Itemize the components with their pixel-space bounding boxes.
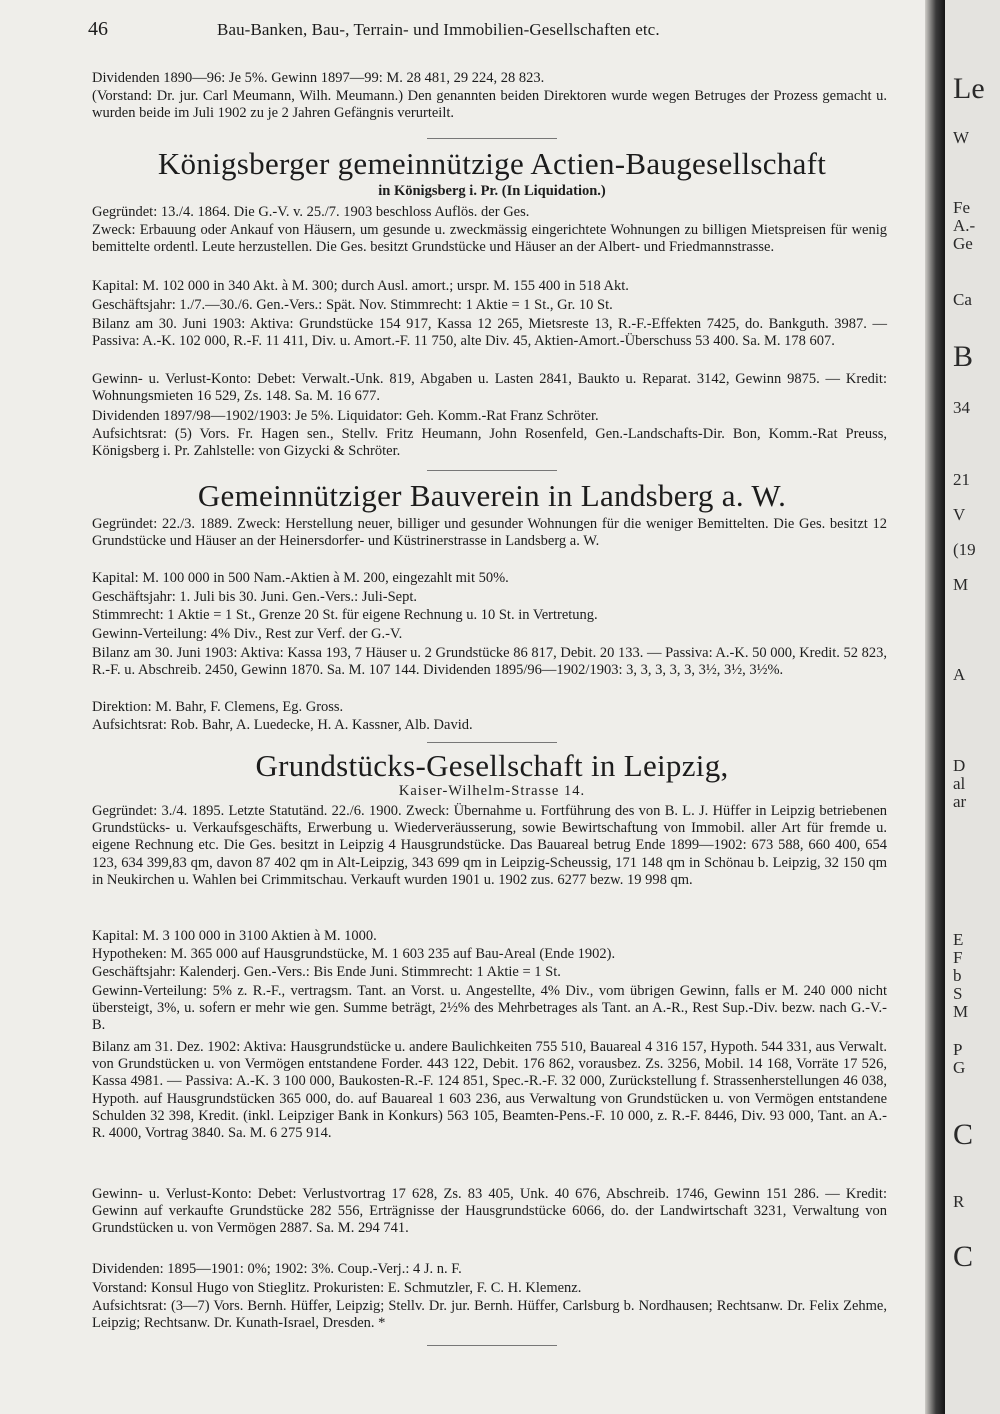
next-page-fragment: al: [953, 774, 966, 793]
next-page-fragment: ar: [953, 792, 967, 811]
book-gutter-shadow: [925, 0, 945, 1414]
next-page-fragment: V: [953, 505, 966, 524]
leipzig-profit-loss: Gewinn- u. Verlust-Konto: Debet: Verlustvortrag 17 628, Zs. 83 405, Unk. 40 676, Abschreib. 1746, Gewinn 151 286. — Kredit: Gewinn auf verkaufte Grundstücke 282 556, Erträgnisse der Hausgrundstücke 6066, do. der Landwirtschaft 3231, Verwaltung von Grundstücken u. von Vermögen 2887. Sa. M. 294 741.: [92, 1186, 887, 1237]
prev-board-note: (Vorstand: Dr. jur. Carl Meumann, Wilh. Meumann.) Den genannten beiden Direktoren wurde wegen Betruges der Prozess gemacht u. wurden beide im Juli 1902 zu je 2 Jahren Gefängnis verurteilt.: [92, 88, 887, 122]
koenigsberg-dividends: Dividenden 1897/98—1902/1903: Je 5%. Liquidator: Geh. Komm.-Rat Franz Schröter.: [92, 408, 599, 424]
landsberg-supervisory-board: Aufsichtsrat: Rob. Bahr, A. Luedecke, H. A. Kassner, Alb. David.: [92, 717, 473, 733]
prev-dividends: Dividenden 1890—96: Je 5%. Gewinn 1897—99: M. 28 481, 29 224, 28 823.: [92, 70, 545, 86]
next-page-fragment: (19: [953, 540, 976, 559]
landsberg-profit-distribution: Gewinn-Verteilung: 4% Div., Rest zur Verf. der G.-V.: [92, 626, 403, 642]
next-page-fragment: G: [953, 1058, 966, 1077]
koenigsberg-fiscal-year: Geschäftsjahr: 1./7.—30./6. Gen.-Vers.: Spät. Nov. Stimmrecht: 1 Aktie = 1 St., Gr. 10 St.: [92, 297, 613, 313]
landsberg-direction: Direktion: M. Bahr, F. Clemens, Eg. Gross.: [92, 699, 344, 715]
koenigsberg-balance: Bilanz am 30. Juni 1903: Aktiva: Grundstücke 154 917, Kassa 12 265, Mietsreste 13, R.-F.-Effekten 7425, do. Bankguth. 3987. — Passiva: A.-K. 102 000, R.-F. 11 411, Div. u. Amort.-F. 11 750, alte Div. 45, Aktien-Amort.-Überschuss 53 400. Sa. M. 178 607.: [92, 316, 887, 350]
next-page-fragment: Fe: [953, 198, 970, 217]
next-page-edge: [945, 0, 1000, 1414]
landsberg-capital: Kapital: M. 100 000 in 500 Nam.-Aktien à M. 200, eingezahlt mit 50%.: [92, 570, 509, 586]
next-page-fragment: F: [953, 948, 963, 967]
koenigsberg-founded: Gegründet: 13./4. 1864. Die G.-V. v. 25./7. 1903 beschloss Auflös. der Ges.: [92, 204, 530, 220]
next-page-fragment: Ca: [953, 290, 972, 309]
next-page-fragment: R: [953, 1192, 965, 1211]
koenigsberg-purpose: Zweck: Erbauung oder Ankauf von Häusern, um gesunde u. zweckmässig eingerichtete Wohnungen zu billigen Mietspreisen für wenig bemittelte ordentl. Leute herzustellen. Die Ges. besitzt Grundstücke und Häuser an der Albert- und Friedmannstrasse.: [92, 222, 887, 256]
section-subtitle-koenigsberg: in Königsberg i. Pr. (In Liquidation.): [378, 183, 606, 199]
leipzig-supervisory-board: Aufsichtsrat: (3—7) Vors. Bernh. Hüffer, Leipzig; Stellv. Dr. jur. Bernh. Hüffer, Carlsburg b. Nordhausen; Rechtsanw. Dr. Felix Zehme, Leipzig; Rechtsanw. Dr. Kunath-Israel, Dresden. *: [92, 1298, 887, 1332]
next-page-fragment: C: [953, 1240, 974, 1273]
next-page-fragment: M: [953, 1002, 969, 1021]
leipzig-mortgages: Hypotheken: M. 365 000 auf Hausgrundstücke, M. 1 603 235 auf Bau-Areal (Ende 1902).: [92, 946, 616, 962]
koenigsberg-supervisory-board: Aufsichtsrat: (5) Vors. Fr. Hagen sen., Stellv. Fritz Heumann, John Rosenfeld, Gen.-Landschafts-Dir. Bon, Komm.-Rat Preuss, Königsberg i. Pr. Zahlstelle: von Gizycki & Schröter.: [92, 426, 887, 460]
divider: [427, 138, 557, 139]
leipzig-balance: Bilanz am 31. Dez. 1902: Aktiva: Hausgrundstücke u. andere Baulichkeiten 755 510, Bauareal 4 316 157, Hypoth. 544 331, aus Verwalt. von Grundstücken u. von Vermögen entstandene Forder. 443 122, Debit. 176 862, vorausbez. Zs. 3256, Mobil. 14 168, Vorräte 17 526, Kassa 4981. — Passiva: A.-K. 3 100 000, Baukosten-R.-F. 124 851, Spec.-R.-F. 32 000, Zurückstellung f. Strassenherstellungen 46 038, Hypoth. auf Hausgrundstücken 365 000, do. auf Bauareal 1 603 236, aus Verwaltung von Grundstücken u. von Vermögen entstandene Schulden 32 398, Kredit. (inkl. Leipziger Bank in Konkurs) 563 105, Beamten-Pens.-F. 10 000, z. R.-F. 8446, Div. 93 000, Tant. an A.-R. 4000, Vortrag 3840. Sa. M. 6 275 914.: [92, 1039, 887, 1142]
next-page-fragment: 21: [953, 470, 970, 489]
next-page-fragment: A: [953, 665, 966, 684]
section-title-koenigsberg: Königsberger gemeinnützige Actien-Baugesellschaft: [157, 146, 827, 181]
leipzig-fiscal-year: Geschäftsjahr: Kalenderj. Gen.-Vers.: Bis Ende Juni. Stimmrecht: 1 Aktie = 1 St.: [92, 964, 561, 980]
landsberg-fiscal-year: Geschäftsjahr: 1. Juli bis 30. Juni. Gen.-Vers.: Juli-Sept.: [92, 589, 418, 605]
koenigsberg-profit-loss: Gewinn- u. Verlust-Konto: Debet: Verwalt.-Unk. 819, Abgaben u. Lasten 2841, Baukto u. Reparat. 3142, Gewinn 9875. — Kredit: Wohnungsmieten 16 529, Zs. 148. Sa. M. 16 677.: [92, 371, 887, 405]
section-address-leipzig: Kaiser-Wilhelm-Strasse 14.: [398, 783, 586, 799]
koenigsberg-capital: Kapital: M. 102 000 in 340 Akt. à M. 300; durch Ausl. amort.; urspr. M. 155 400 in 518 Akt.: [92, 278, 629, 294]
page-number: 46: [88, 18, 108, 40]
next-page-fragment: W: [953, 128, 970, 147]
leipzig-founded-purpose: Gegründet: 3./4. 1895. Letzte Statutänd. 22./6. 1900. Zweck: Übernahme u. Fortführung des von B. L. J. Hüffer in Leipzig betriebenen Grundstücks- u. Verkaufsgeschäfts, Erwerbung u. Wiederveräusserung, sowie Bewirtschaftung von Immobil. aller Art für fremde u. eigene Rechnung etc. Die Ges. besitzt in Leipzig 4 Hausgrundstücke. Das Bauareal betrug Ende 1899—1902: 673 588, 660 400, 654 123, 634 399,83 qm, davon 87 402 qm in Alt-Leipzig, 343 699 qm in Leipzig-Scheussig, 171 148 qm in Schönau b. Leipzig, 32 150 qm in Neukirchen u. Wahlen bei Crimmitschau. Verkauft wurden 1901 u. 1902 zus. 6277 bezw. 19 998 qm.: [92, 803, 887, 888]
landsberg-founded-purpose: Gegründet: 22./3. 1889. Zweck: Herstellung neuer, billiger und gesunder Wohnungen für die weniger Bemittelten. Die Ges. besitzt 12 Grundstücke und Häuser an der Heinersdorfer- und Küstrinerstrasse in Landsberg a. W.: [92, 516, 887, 550]
section-title-landsberg: Gemeinnütziger Bauverein in Landsberg a. W.: [197, 478, 787, 513]
next-page-fragment: C: [953, 1118, 974, 1151]
next-page-fragment: A.-: [953, 216, 976, 235]
next-page-fragment: S: [953, 984, 963, 1003]
leipzig-capital: Kapital: M. 3 100 000 in 3100 Aktien à M. 1000.: [92, 928, 377, 944]
landsberg-voting: Stimmrecht: 1 Aktie = 1 St., Grenze 20 St. für eigene Rechnung u. 10 St. in Vertretung.: [92, 607, 598, 623]
next-page-fragment: Le: [953, 72, 985, 105]
next-page-fragment: E: [953, 930, 964, 949]
next-page-fragment: D: [953, 756, 966, 775]
next-page-fragment: M: [953, 575, 969, 594]
leipzig-profit-distribution: Gewinn-Verteilung: 5% z. R.-F., vertragsm. Tant. an Vorst. u. Angestellte, 4% Div., vom übrigen Gewinn, falls er M. 240 000 nicht übersteigt, 3%, u. sofern er mehr wie gen. Summe beträgt, 2½% des Mehrbetrages als Tant. an A.-R., Rest Sup.-Div. bezw. nach G.-V.-B.: [92, 983, 887, 1034]
next-page-fragment: B: [953, 340, 974, 373]
next-page-fragment: Ge: [953, 234, 973, 253]
leipzig-management: Vorstand: Konsul Hugo von Stieglitz. Prokuristen: E. Schmutzler, F. C. H. Klemenz.: [92, 1280, 582, 1296]
running-title: Bau-Banken, Bau-, Terrain- und Immobilien-Gesellschaften etc.: [217, 20, 660, 39]
divider: [427, 470, 557, 471]
next-page-fragment: b: [953, 966, 962, 985]
next-page-fragment: P: [953, 1040, 963, 1059]
divider: [427, 742, 557, 743]
leipzig-dividends: Dividenden: 1895—1901: 0%; 1902: 3%. Coup.-Verj.: 4 J. n. F.: [92, 1261, 462, 1277]
section-title-leipzig: Grundstücks-Gesellschaft in Leipzig,: [255, 748, 729, 783]
divider: [427, 1345, 557, 1346]
landsberg-balance: Bilanz am 30. Juni 1903: Aktiva: Kassa 193, 7 Häuser u. 2 Grundstücke 86 817, Debit. 20 133. — Passiva: A.-K. 50 000, Kredit. 52 823, R.-F. u. Abschreib. 2450, Gewinn 1870. Sa. M. 107 144. Dividenden 1895/96—1902/1903: 3, 3, 3, 3, 3, 3½, 3½, 3½%.: [92, 645, 888, 679]
next-page-fragment: 34: [953, 398, 970, 417]
